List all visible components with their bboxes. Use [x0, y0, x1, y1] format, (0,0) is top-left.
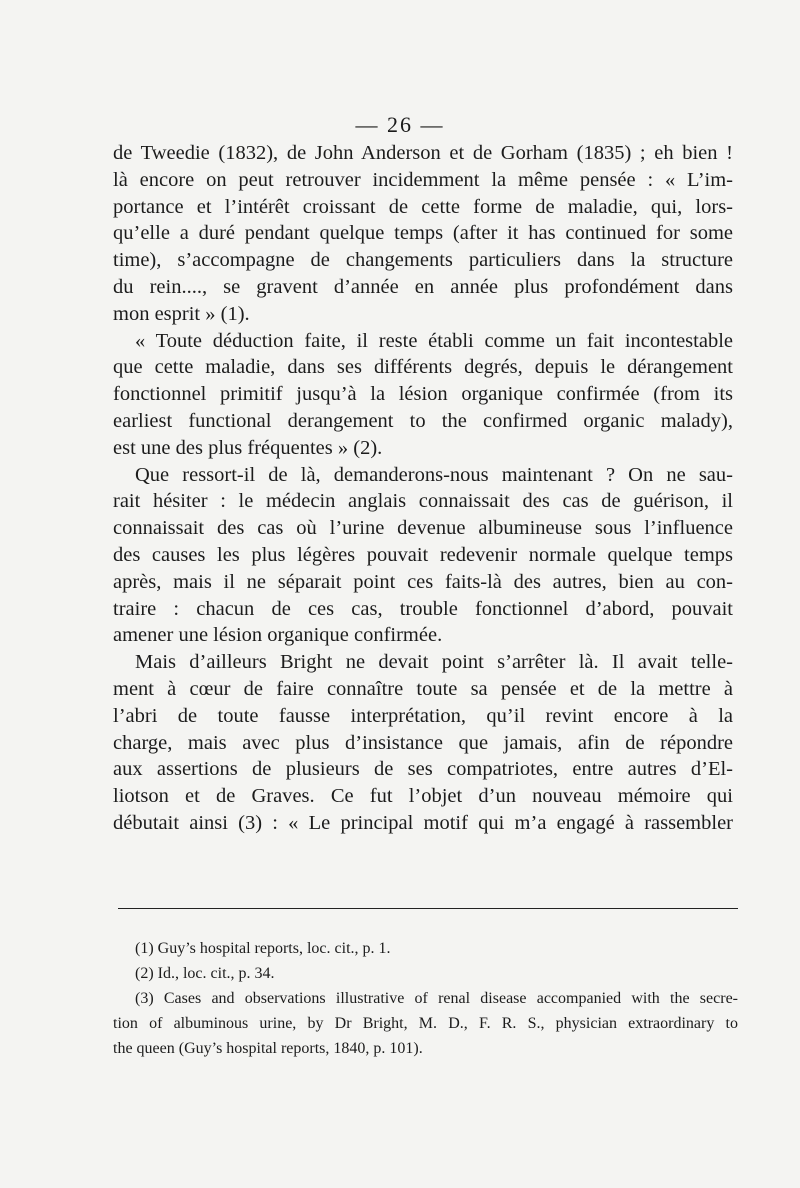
- body-line: Que ressort-il de là, demanderons-nous maintenant ? On ne sau-: [135, 463, 733, 486]
- body-line: débutait ainsi (3) : « Le principal motif qui m’a engagé à rassembler: [113, 811, 733, 834]
- body-line: portance et l’intérêt croissant de cette forme de maladie, qui, lors-: [113, 195, 733, 218]
- footnote-line: the queen (Guy’s hospital reports, 1840, p. 101).: [113, 1040, 423, 1057]
- body-line: mon esprit » (1).: [113, 302, 250, 325]
- body-line: l’abri de toute fausse interprétation, qu’il revint encore à la: [113, 704, 733, 727]
- body-line: liotson et de Graves. Ce fut l’objet d’un nouveau mémoire qui: [113, 785, 733, 808]
- body-text: [113, 140, 733, 837]
- footnote-line: tion of albuminous urine, by Dr Bright, M. D., F. R. S., physician extraordinary to: [113, 1015, 738, 1032]
- footnote-line: (3) Cases and observations illustrative of renal disease accompanied with the secre-: [135, 990, 738, 1007]
- body-line: time), s’accompagne de changements particuliers dans la structure: [113, 249, 733, 272]
- body-line: là encore on peut retrouver incidemment la même pensée : « L’im-: [113, 168, 733, 191]
- body-line: « Toute déduction faite, il reste établi comme un fait incontestable: [135, 329, 733, 352]
- page-number: — 26 —: [355, 112, 445, 137]
- body-line: fonctionnel primitif jusqu’à la lésion organique confirmée (from its: [113, 383, 733, 406]
- body-line: earliest functional derangement to the confirmed organic malady),: [113, 409, 733, 432]
- footnotes: [113, 936, 738, 1061]
- footnote-separator: [118, 908, 738, 909]
- body-line: ment à cœur de faire connaître toute sa pensée et de la mettre à: [113, 677, 733, 700]
- body-line: amener une lésion organique confirmée.: [113, 624, 443, 647]
- footnote-line: (2) Id., loc. cit., p. 34.: [135, 965, 275, 982]
- body-line: aux assertions de plusieurs de ses compatriotes, entre autres d’El-: [113, 758, 733, 781]
- body-line: que cette maladie, dans ses différents degrés, depuis le dérangement: [113, 356, 733, 379]
- footnote-line: (1) Guy’s hospital reports, loc. cit., p. 1.: [135, 940, 391, 957]
- body-line: rait hésiter : le médecin anglais connaissait des cas de guérison, il: [113, 490, 733, 513]
- body-line: traire : chacun de ces cas, trouble fonctionnel d’abord, pouvait: [113, 597, 733, 620]
- body-line: qu’elle a duré pendant quelque temps (after it has continued for some: [113, 222, 733, 245]
- body-line: de Tweedie (1832), de John Anderson et de Gorham (1835) ; eh bien !: [113, 142, 733, 164]
- body-line: est une des plus fréquentes » (2).: [113, 436, 383, 459]
- body-line: après, mais il ne séparait point ces faits-là des autres, bien au con-: [113, 570, 733, 593]
- body-line: charge, mais avec plus d’insistance que jamais, afin de répondre: [113, 731, 733, 754]
- body-line: Mais d’ailleurs Bright ne devait point s’arrêter là. Il avait telle-: [135, 651, 733, 674]
- body-line: du rein...., se gravent d’année en année plus profondément dans: [113, 275, 733, 298]
- body-line: connaissait des cas où l’urine devenue albumineuse sous l’influence: [113, 517, 733, 540]
- body-line: des causes les plus légères pouvait redevenir normale quelque temps: [113, 543, 733, 566]
